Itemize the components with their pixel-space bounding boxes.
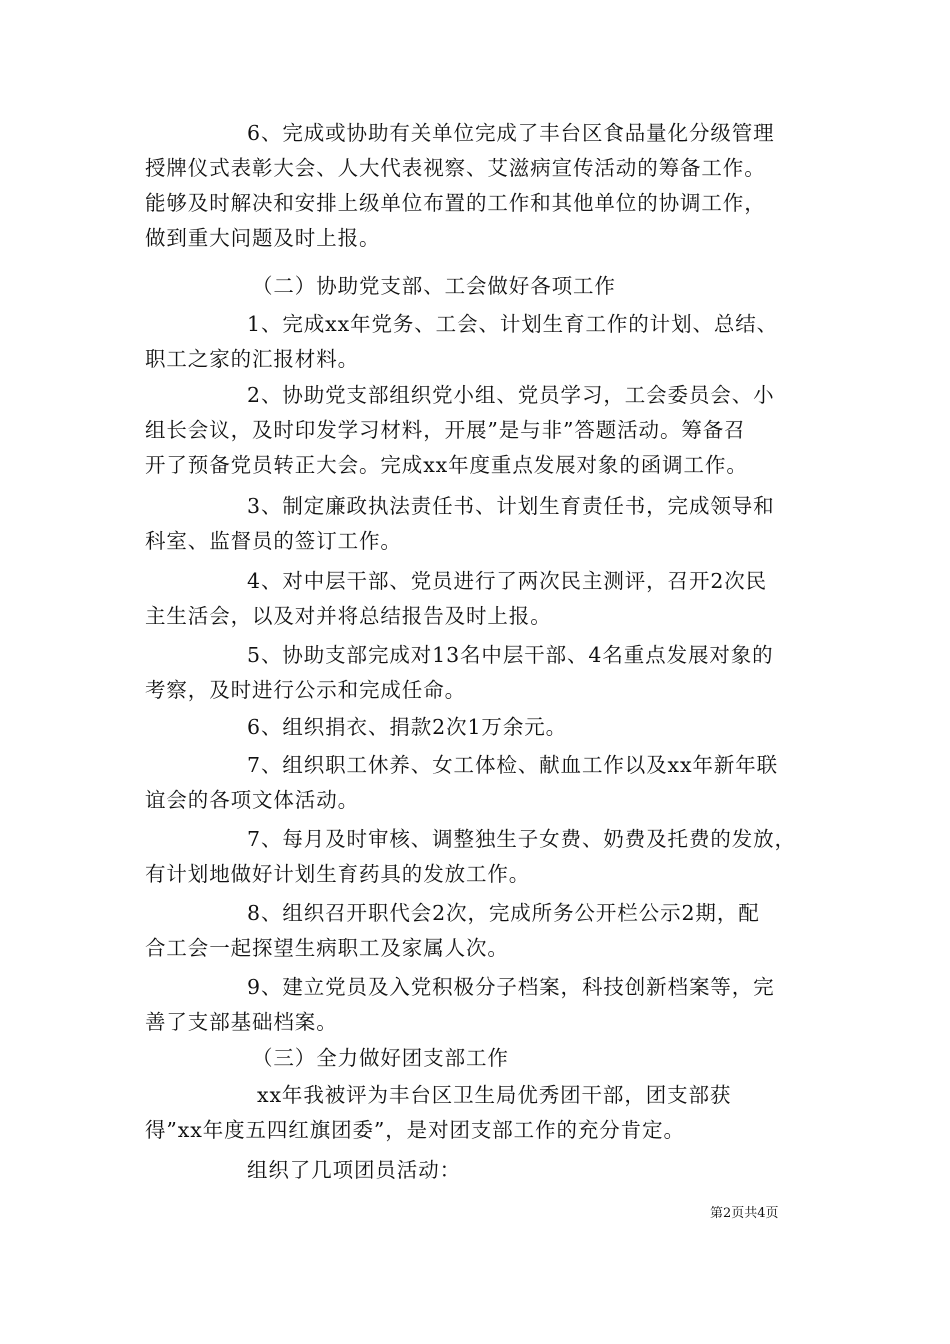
paragraph-line: 能够及时解决和安排上级单位布置的工作和其他单位的协调工作， — [145, 191, 766, 215]
paragraph-line: 得”xx年度五四红旗团委”，是对团支部工作的充分肯定。 — [145, 1118, 685, 1142]
paragraph-line: 主生活会，以及对并将总结报告及时上报。 — [145, 604, 552, 628]
paragraph-line: 谊会的各项文体活动。 — [145, 788, 359, 812]
paragraph-line: 7、组织职工休养、女工体检、献血工作以及xx年新年联 — [247, 753, 779, 777]
paragraph-line: 1、完成xx年党务、工会、计划生育工作的计划、总结、 — [247, 312, 779, 336]
paragraph-line: 6、组织捐衣、捐款2次1万余元。 — [247, 715, 568, 739]
paragraph-line: 职工之家的汇报材料。 — [145, 347, 359, 371]
paragraph-line: 做到重大问题及时上报。 — [145, 226, 381, 250]
paragraph-line: 善了支部基础档案。 — [145, 1010, 338, 1034]
paragraph-line: 4、对中层干部、党员进行了两次民主测评，召开2次民 — [247, 569, 768, 593]
section-heading: （二）协助党支部、工会做好各项工作 — [252, 274, 616, 298]
paragraph-line: 9、建立党员及入党积极分子档案，科技创新档案等，完 — [247, 975, 775, 999]
paragraph-line: 授牌仪式表彰大会、人大代表视察、艾滋病宣传活动的筹备工作。 — [145, 156, 766, 180]
paragraph-line: 6、完成或协助有关单位完成了丰台区食品量化分级管理 — [247, 121, 775, 145]
paragraph-line: 开了预备党员转正大会。完成xx年度重点发展对象的函调工作。 — [145, 453, 748, 477]
paragraph-line: 合工会一起探望生病职工及家属人次。 — [145, 936, 509, 960]
paragraph-line: 5、协助支部完成对13名中层干部、4名重点发展对象的 — [247, 643, 774, 667]
paragraph-line: 3、制定廉政执法责任书、计划生育责任书，完成领导和 — [247, 494, 775, 518]
paragraph-line: 考察，及时进行公示和完成任命。 — [145, 678, 466, 702]
paragraph-line: 组织了几项团员活动： — [247, 1158, 461, 1182]
paragraph-line: 2、协助党支部组织党小组、党员学习，工会委员会、小 — [247, 383, 775, 407]
paragraph-line: xx年我被评为丰台区卫生局优秀团干部，团支部获 — [257, 1083, 732, 1107]
paragraph-line: 组长会议，及时印发学习材料，开展”是与非”答题活动。筹备召 — [145, 418, 746, 442]
paragraph-line: 有计划地做好计划生育药具的发放工作。 — [145, 862, 531, 886]
page-number-footer: 第2页共4页 — [710, 1206, 779, 1221]
section-heading: （三）全力做好团支部工作 — [252, 1046, 509, 1070]
paragraph-line: 科室、监督员的签订工作。 — [145, 529, 402, 553]
paragraph-line: 8、组织召开职代会2次，完成所务公开栏公示2期，配 — [247, 901, 760, 925]
paragraph-line: 7、每月及时审核、调整独生子女费、奶费及托费的发放， — [247, 827, 796, 851]
